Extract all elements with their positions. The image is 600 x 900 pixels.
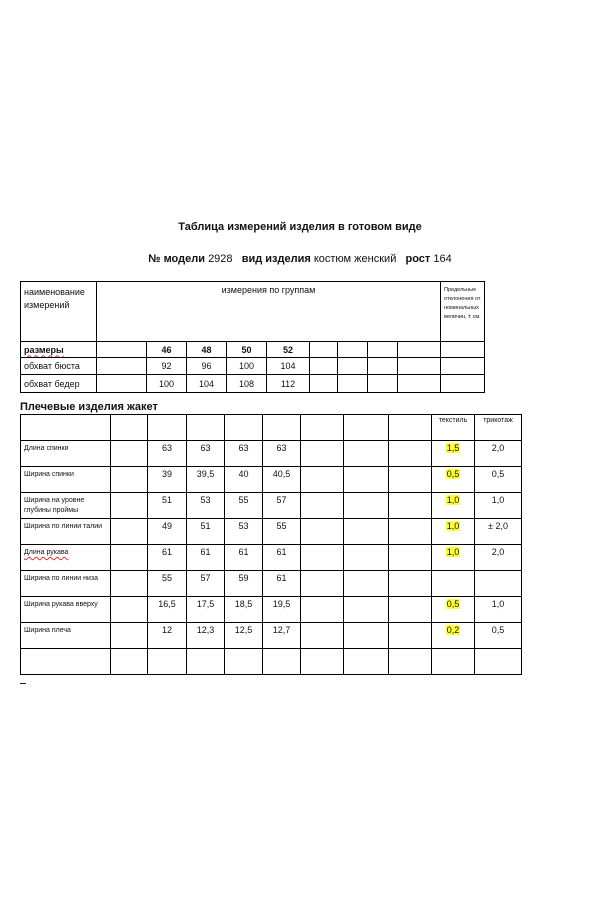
table-row (21, 597, 522, 623)
value-cell: 100 (227, 358, 267, 375)
table-row (21, 649, 522, 675)
highlighted-tolerance: 0,5 (446, 599, 460, 609)
jacket-measurements-table (20, 414, 522, 675)
page-continuation-mark (20, 683, 26, 684)
value-cell: 53 (187, 493, 225, 519)
table-row (21, 441, 522, 467)
value-cell: 12 (148, 623, 187, 649)
value-cell: 12,5 (225, 623, 263, 649)
table-row (21, 519, 522, 545)
value-cell: 40,5 (263, 467, 301, 493)
value-cell: 96 (187, 358, 227, 375)
table-row (21, 493, 522, 519)
table-row (21, 623, 522, 649)
value-cell: 55 (225, 493, 263, 519)
knit-tolerance-cell: 0,5 (475, 467, 522, 493)
value-cell: 55 (263, 519, 301, 545)
highlighted-tolerance: 1,0 (446, 547, 460, 557)
model-label: № модели (148, 253, 205, 265)
value-cell: 51 (148, 493, 187, 519)
highlighted-tolerance: 1,5 (446, 443, 460, 453)
model-value: 2928 (208, 253, 233, 265)
value-cell (225, 649, 263, 675)
value-cell: 39 (148, 467, 187, 493)
value-cell: 108 (227, 375, 267, 393)
value-cell: 12,7 (263, 623, 301, 649)
knit-tolerance-cell: 1,0 (475, 493, 522, 519)
value-cell: 63 (148, 441, 187, 467)
size-cell: 50 (227, 342, 267, 358)
row-label: Ширина по линии талии (24, 523, 103, 530)
highlighted-tolerance: 1,0 (446, 495, 460, 505)
value-cell: 63 (225, 441, 263, 467)
value-cell: 57 (263, 493, 301, 519)
table-row (21, 358, 485, 375)
value-cell: 61 (187, 545, 225, 571)
value-cell (187, 649, 225, 675)
model-info-line (0, 253, 600, 265)
knit-tolerance-cell (475, 649, 522, 675)
value-cell: 18,5 (225, 597, 263, 623)
value-cell: 92 (147, 358, 187, 375)
header-tolerance-note: Предельные отклонения от номинальных величин, ± см. (441, 282, 485, 342)
highlighted-tolerance: 0,2 (446, 625, 460, 635)
knit-tolerance-cell: 1,0 (475, 597, 522, 623)
type-label: вид изделия (241, 253, 311, 265)
row-label: Ширина плеча (24, 627, 71, 634)
value-cell: 104 (187, 375, 227, 393)
type-value: костюм женский (313, 253, 397, 265)
header-knit: трикотаж (475, 415, 522, 441)
header-size-groups: измерения по группам (97, 282, 441, 342)
knit-tolerance-cell (475, 571, 522, 597)
value-cell: 63 (263, 441, 301, 467)
row-label: Длина спинки (24, 445, 69, 452)
size-cell: 48 (187, 342, 227, 358)
header-textile: текстиль (432, 415, 475, 441)
knit-tolerance-cell: 2,0 (475, 441, 522, 467)
height-value: 164 (433, 253, 452, 265)
row-label: обхват бедер (21, 375, 97, 393)
value-cell: 57 (187, 571, 225, 597)
value-cell: 19,5 (263, 597, 301, 623)
size-cell: 52 (267, 342, 310, 358)
value-cell: 51 (187, 519, 225, 545)
value-cell: 16,5 (148, 597, 187, 623)
header-measurement-name: наименование измерений (21, 282, 97, 342)
highlighted-tolerance: 1,0 (446, 521, 460, 531)
knit-tolerance-cell: 0,5 (475, 623, 522, 649)
value-cell: 49 (148, 519, 187, 545)
table-row (21, 545, 522, 571)
size-groups-table (20, 281, 485, 393)
value-cell: 39,5 (187, 467, 225, 493)
height-label: рост (405, 253, 431, 265)
value-cell: 12,3 (187, 623, 225, 649)
table-row (21, 342, 485, 358)
section-title: Плечевые изделия жакет (20, 401, 158, 413)
value-cell: 59 (225, 571, 263, 597)
value-cell: 61 (225, 545, 263, 571)
value-cell: 61 (263, 545, 301, 571)
value-cell: 55 (148, 571, 187, 597)
size-cell: 46 (147, 342, 187, 358)
value-cell (263, 649, 301, 675)
row-label: Ширина спинки (24, 471, 74, 478)
value-cell: 104 (267, 358, 310, 375)
value-cell: 40 (225, 467, 263, 493)
value-cell: 100 (147, 375, 187, 393)
row-label: Ширина на уровне глубины проймы (24, 497, 85, 514)
value-cell: 112 (267, 375, 310, 393)
highlighted-tolerance: 0,5 (446, 469, 460, 479)
table-header-row (21, 415, 522, 441)
row-label: Ширина по линии низа (24, 575, 98, 582)
value-cell (148, 649, 187, 675)
value-cell: 61 (148, 545, 187, 571)
table-row (21, 571, 522, 597)
row-label: размеры (24, 344, 64, 355)
row-label: обхват бюста (21, 358, 97, 375)
knit-tolerance-cell: ± 2,0 (475, 519, 522, 545)
value-cell: 17,5 (187, 597, 225, 623)
table-row (21, 375, 485, 393)
value-cell: 53 (225, 519, 263, 545)
value-cell: 61 (263, 571, 301, 597)
document-title: Таблица измерений изделия в готовом виде (178, 221, 422, 233)
value-cell: 63 (187, 441, 225, 467)
knit-tolerance-cell: 2,0 (475, 545, 522, 571)
row-label: Ширина рукава вверху (24, 601, 98, 608)
table-row (21, 467, 522, 493)
row-label: Длина рукава (24, 549, 69, 556)
